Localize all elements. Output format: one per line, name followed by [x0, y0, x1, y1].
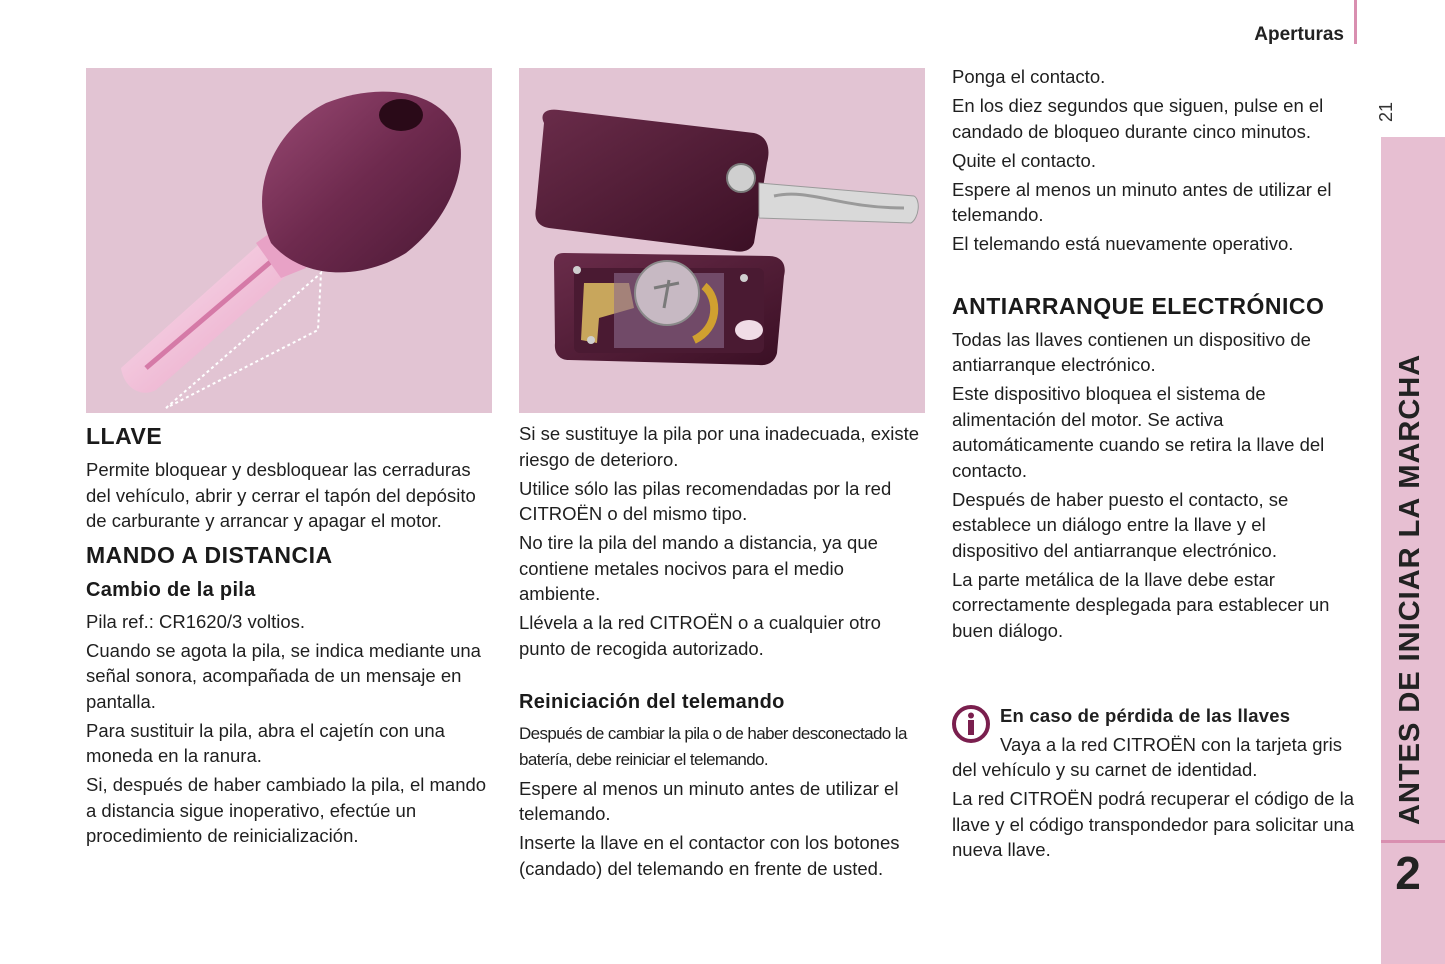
col3-paragraph-6: Todas las llaves contienen un dispositivo de antiarranque electrónico. — [952, 328, 1311, 375]
info-note — [952, 703, 1357, 866]
remote-battery-illustration — [519, 68, 925, 413]
col3-paragraph-4: Espere al menos un minuto antes de utilizar el telemando. — [952, 178, 1332, 225]
col2-paragraph-1: Si se sustituye la pila por una inadecuada, existe riesgo de deterioro. — [519, 423, 920, 470]
col3-paragraph-2: En los diez segundos que siguen, pulse en el candado de bloqueo durante cinco minutos. — [952, 95, 1324, 142]
mando-heading: MANDO A DISTANCIA — [86, 541, 333, 568]
page-number — [1376, 102, 1397, 122]
chapter-divider — [1381, 840, 1445, 843]
col3-paragraph-9: La parte metálica de la llave debe estar correctamente desplegada para establecer un buen diálogo. — [952, 568, 1330, 641]
header-divider — [1354, 0, 1357, 44]
col3-paragraph-1: Ponga el contacto. — [952, 66, 1106, 87]
col3-paragraph-3: Quite el contacto. — [952, 149, 1096, 171]
chapter-number: 2 — [1395, 847, 1421, 899]
col2-paragraph-5: Después de cambiar la pila o de haber desconectado la batería, debe reiniciar el telemando. — [519, 724, 907, 769]
col1-paragraph-1: Pila ref.: CR1620/3 voltios. — [86, 610, 306, 632]
col2-paragraph-4: Llévela a la red CITROËN o a cualquier otro punto de recogida autorizado. — [519, 612, 881, 659]
llave-heading: LLAVE — [86, 423, 163, 449]
reiniciacion-heading: Reiniciación del telemando — [519, 691, 785, 713]
page-number-text: 21 — [1376, 101, 1396, 122]
llave-text: Permite bloquear y desbloquear las cerraduras del vehículo, abrir y cerrar el tapón del depósito de carburante y arrancar y apagar el motor. — [86, 459, 476, 531]
info-paragraph-2: La red CITROËN podrá recuperar el código de la llave y el código transpondedor para solicitar una nueva llave. — [952, 788, 1355, 860]
chapter-title: ANTES DE INICIAR LA MARCHA — [1394, 353, 1426, 825]
col1-paragraph-2: Cuando se agota la pila, se indica mediante una señal sonora, acompañada de un mensaje en pantalla. — [86, 639, 481, 712]
col3-paragraph-8: Después de haber puesto el contacto, se establece un diálogo entre la llave y el dispositivo del antiarranque electrónico. — [952, 488, 1289, 561]
antiarranque-heading: ANTIARRANQUE ELECTRÓNICO — [952, 292, 1325, 319]
col2-paragraph-2: Utilice sólo las pilas recomendadas por la red CITROËN o del mismo tipo. — [519, 477, 892, 524]
info-title: En caso de pérdida de las llaves — [1000, 705, 1291, 726]
key-illustration — [86, 68, 492, 413]
col1-paragraph-3: Para sustituir la pila, abra el cajetín con una moneda en la ranura. — [86, 719, 445, 766]
cambio-pila-heading: Cambio de la pila — [86, 578, 256, 601]
col2-paragraph-6: Espere al menos un minuto antes de utilizar el telemando. — [519, 777, 899, 824]
info-paragraph-1: Vaya a la red CITROËN con la tarjeta gris del vehículo y su carnet de identidad. — [952, 733, 1343, 780]
column-1 — [86, 421, 496, 852]
col2-paragraph-3: No tire la pila del mando a distancia, ya que contiene metales nocivos para el medio ambiente. — [519, 532, 878, 604]
col3-paragraph-7: Este dispositivo bloquea el sistema de alimentación del motor. Se activa automáticamente cuando se retira la llave del contacto. — [952, 383, 1325, 481]
column-2 — [519, 421, 929, 885]
section-title: Aperturas — [1254, 24, 1344, 45]
col3-paragraph-5: El telemando está nuevamente operativo. — [952, 233, 1294, 254]
col1-paragraph-4: Si, después de haber cambiado la pila, el mando a distancia sigue inoperativo, efectúe un procedimiento de reinicialización. — [86, 774, 487, 846]
column-3 — [952, 64, 1357, 647]
col2-paragraph-7: Inserte la llave en el contactor con los botones (candado) del telemando en frente de usted. — [519, 832, 900, 879]
